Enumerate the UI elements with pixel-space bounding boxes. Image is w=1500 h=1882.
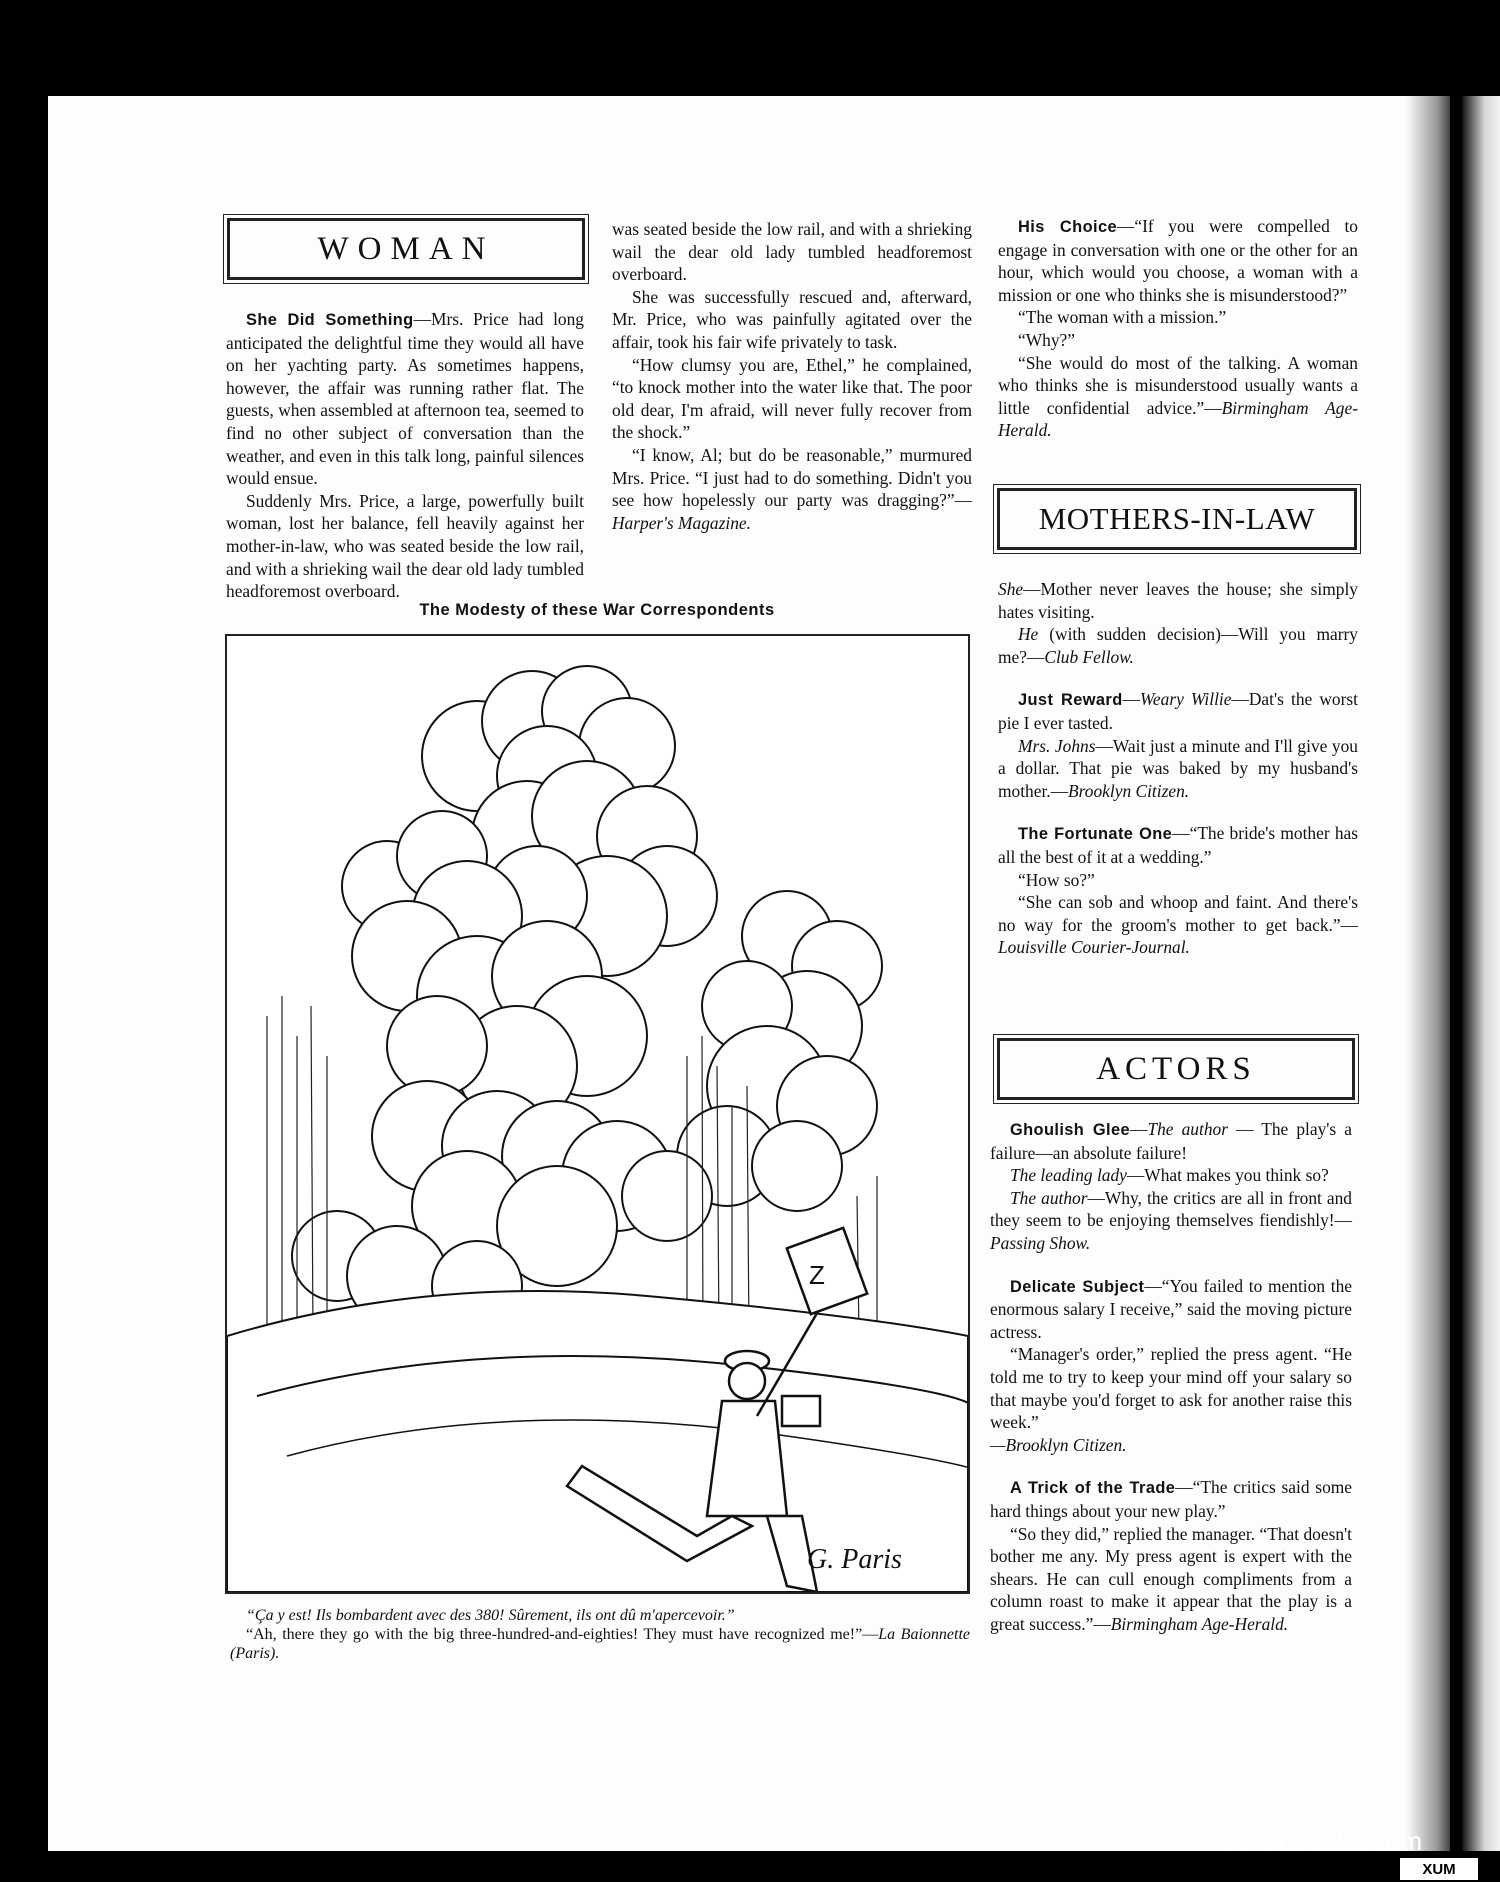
section-heading-mothers-in-law: MOTHERS-IN-LAW xyxy=(997,488,1357,550)
watermark: comicbooks.com xyxy=(1222,1826,1423,1856)
joke-paragraph: “How so?” xyxy=(1018,869,1095,890)
story-title: A Trick of the Trade xyxy=(1010,1479,1176,1498)
story-paragraph: His Choice—“If you were compelled to engage in conversation with one or the other for an hour, which would you choose, a woman with a mission or one who thinks she is misunderstood?” xyxy=(998,216,1358,305)
joke-paragraph: Delicate Subject—“You failed to mention the enormous salary I receive,” said the moving picture actress. xyxy=(990,1275,1352,1342)
section-heading-actors: ACTORS xyxy=(997,1038,1355,1100)
column-left xyxy=(226,308,584,603)
joke-paragraph: He (with sudden decision)—Will you marry me?—Club Fellow. xyxy=(998,624,1358,667)
joke-paragraph: Ghoulish Glee—The author — The play's a failure—an absolute failure! xyxy=(990,1119,1352,1163)
cartoon-drawing xyxy=(227,636,968,1592)
story-title: Ghoulish Glee xyxy=(1010,1121,1131,1139)
column-right-mothers xyxy=(998,578,1358,959)
joke-paragraph: “Manager's order,” replied the press agent. “He told me to try to keep your mind off your salary so that maybe you'd forget to ask for another raise this week.” xyxy=(990,1344,1352,1433)
cartoon-title: The Modesty of these War Correspondents xyxy=(419,601,775,619)
joke-paragraph: A Trick of the Trade—“The critics said some hard things about your new play.” xyxy=(990,1477,1353,1521)
caption-english: “Ah, there they go with the big three-hundred-and-eighties! They must have recognized me!”—La Baionnette (Paris). xyxy=(230,1626,970,1662)
story-paragraph: “She would do most of the talking. A woman who thinks she is misunderstood usually wants a little confidential advice.”—Birmingham Age-Herald. xyxy=(998,352,1358,441)
story-paragraph: “The woman with a mission.” xyxy=(1018,307,1227,328)
story-paragraph: “I know, Al; but do be reasonable,” murmured Mrs. Price. “I just had to do something. Didn't you see how hopelessly our party was dragging?”—Harper's Magazine. xyxy=(612,444,972,533)
story-source: Birmingham Age-Herald. xyxy=(998,397,1358,441)
joke-paragraph: The leading lady—What makes you think so? xyxy=(1010,1165,1329,1186)
caption-french: “Ça y est! Ils bombardent avec des 380! Sûrement, ils ont dû m'apercevoir.” xyxy=(246,1607,735,1624)
joke-paragraph: The author—Why, the critics are all in front and they seem to be enjoying themselves fiendishly!—Passing Show. xyxy=(990,1187,1352,1253)
caption-source: La Baionnette (Paris). xyxy=(230,1626,970,1662)
joke-paragraph: “She can sob and whoop and faint. And there's no way for the groom's mother to get back.”—Louisville Courier-Journal. xyxy=(998,892,1358,958)
story-paragraph: She was successfully rescued and, afterward, Mr. Price, who was painfully agitated over the affair, took his fair wife privately to task. xyxy=(612,286,972,352)
joke-paragraph: The Fortunate One—“The bride's mother has all the best of it at a wedding.” xyxy=(998,823,1359,867)
spine-shadow xyxy=(1406,96,1450,1851)
story-paragraph: Suddenly Mrs. Price, a large, powerfully built woman, lost her balance, fell heavily against her mother-in-law, who was seated beside the low rail, and with a shrieking wail the dear old lady tumbled headforemost overboard. xyxy=(226,490,584,602)
story-paragraph: She Did Something—Mrs. Price had long anticipated the delightful time they would all have on her yachting party. As sometimes happens, however, the affair was running rather flat. The guests, when assembled at afternoon tea, seemed to find no other subject of conversation than the weather, and even in this talk long, painful silences would ensue. xyxy=(226,309,584,489)
cartoon-illustration xyxy=(225,634,970,1594)
joke-paragraph: “So they did,” replied the manager. “That doesn't bother me any. My press agent is expert with the shears. He can cull enough compliments from a column roast to make it appear that the play is a great success.”—Birmingham Age-Herald. xyxy=(990,1523,1352,1634)
story-title: His Choice xyxy=(1018,218,1117,236)
story-title: Just Reward xyxy=(1018,691,1123,710)
story-source: Harper's Magazine. xyxy=(612,512,751,533)
svg-text:Z: Z xyxy=(809,1260,825,1290)
story-source: —Brooklyn Citizen. xyxy=(990,1434,1127,1455)
corner-tag: XUM xyxy=(1400,1858,1478,1880)
story-title: The Fortunate One xyxy=(1018,825,1173,844)
page-edge-strip xyxy=(1450,0,1500,1876)
story-paragraph: “Why?” xyxy=(1018,329,1075,350)
joke-paragraph: Mrs. Johns—Wait just a minute and I'll give you a dollar. That pie was baked by my husband's mother.—Brooklyn Citizen. xyxy=(998,735,1358,801)
section-heading-woman: WOMAN xyxy=(227,218,585,280)
artist-signature: G. Paris xyxy=(807,1544,902,1575)
story-paragraph: “How clumsy you are, Ethel,” he complained, “to knock mother into the water like that. The poor old dear, I'm afraid, will never fully recover from the shock.” xyxy=(612,354,972,443)
story-title: Delicate Subject xyxy=(1010,1277,1145,1296)
column-middle xyxy=(612,218,972,534)
cartoon-caption xyxy=(230,1606,970,1663)
column-right-actors xyxy=(990,1118,1352,1635)
smoke-cloud xyxy=(677,891,882,1211)
joke-paragraph: Just Reward—Weary Willie—Dat's the worst pie I ever tasted. xyxy=(998,689,1358,733)
column-right xyxy=(998,215,1358,442)
story-paragraph: was seated beside the low rail, and with a shrieking wail the dear old lady tumbled headforemost overboard. xyxy=(612,219,972,285)
joke-paragraph: She—Mother never leaves the house; she simply hates visiting. xyxy=(998,579,1358,622)
story-title: She Did Something xyxy=(246,311,414,329)
